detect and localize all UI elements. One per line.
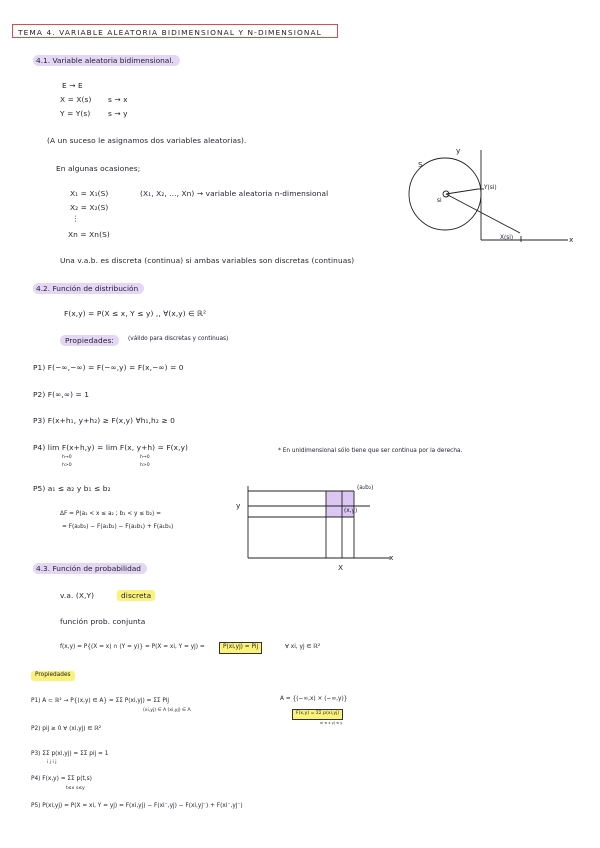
s42-props-heading: Propiedades: (60, 335, 119, 346)
s41-line-x: X = X(s) (60, 95, 92, 104)
s42-p4: P4) lim F(x+h,y) = lim F(x, y+h) = F(x,y) (33, 443, 189, 452)
s42-F-def: F(x,y) = P(X ≤ x, Y ≤ y) ,, ∀(x,y) ∈ ℝ² (64, 309, 207, 318)
s41-line-e: E → E (62, 81, 83, 90)
page-title: TEMA 4. VARIABLE ALEATORIA BIDIMENSIONAL Y N-DIMENSIONAL (18, 28, 322, 37)
section-4-1-heading: 4.1. Variable aleatoria bidimensional. (33, 55, 180, 66)
s43-p4-sub: t≤x s≤y (66, 786, 85, 791)
s41-line-y: Y = Y(s) (60, 109, 91, 118)
s41-intro: En algunas ocasiones; (56, 164, 141, 173)
s42-p3: P3) F(x+h₁, y+h₂) ≥ F(x,y) ∀h₁,h₂ ≥ 0 (33, 416, 175, 425)
s41-dots: ⋮ (72, 214, 80, 223)
s43-discreta: discreta (117, 590, 155, 601)
s43-p3-sub: i j i j (47, 760, 57, 765)
s42-p5-delta: ΔF = P(a₁ < x ≤ a₂ ; b₁ < y ≤ b₂) = (60, 511, 161, 517)
s43-side-A: A = {(−∞,x) × (−∞,y)} (280, 696, 348, 702)
s43-f-def: f(x,y) = P{(X = x) ∩ (Y = y)} = P(X = xi, Y = yj) = (60, 644, 205, 650)
s42-p4-h1: h→0 (62, 455, 72, 460)
s41-xn: Xn = Xn(S) (68, 230, 110, 239)
label-xsi: X(si) (500, 235, 514, 241)
s42-p2: P2) F(∞,∞) = 1 (33, 390, 90, 399)
s42-p4-h2: h>0 (62, 463, 72, 468)
s43-props-heading: Propiedades (31, 671, 75, 681)
s41-ndim: (X₁, X₂, ..., Xn) → variable aleatoria n-dimensional (140, 189, 329, 198)
s43-p3: P3) ΣΣ p(xi,yj) = ΣΣ pij = 1 (31, 751, 109, 757)
s43-p5: P5) P(xi,yj) = P(X = xi, Y = yj) = F(xi,yj) − F(xi⁻,yj) − F(xi,yj⁻) + F(xi⁻,yj⁻) (31, 803, 243, 809)
label-y: y (456, 146, 461, 155)
s41-note: (A un suceso le asignamos dos variables aleatorias). (47, 136, 247, 145)
s43-side-sub: xi ≤ x yj ≤ y (320, 721, 343, 725)
s41-line-x-map: s → x (108, 95, 128, 104)
s43-fpc: función prob. conjunta (60, 617, 146, 626)
fig2-label-xy: (x,y) (344, 508, 358, 514)
s41-vab: Una v.a.b. es discreta (continua) si ambas variables son discretas (continuas) (60, 256, 355, 265)
fig2-label-y: y (236, 501, 241, 510)
s42-p4-h3: h→0 (140, 455, 150, 460)
section-4-3-heading: 4.3. Función de probabilidad (33, 563, 147, 574)
s43-p1: P1) A ⊂ ℝ² → P{(x,y) ∈ A} = ΣΣ P(xi,yj) = ΣΣ Pij (31, 698, 170, 704)
s42-props-note: (válido para discretas y continuas) (128, 336, 229, 342)
s41-line-y-map: s → y (108, 109, 128, 118)
s42-p4-h4: h>0 (140, 463, 150, 468)
fig2-label-a2b2: (a₂b₂) (357, 485, 374, 491)
s43-p1-sub: (xi,yj) ∈ A (xi,yj) ∈ A (143, 708, 191, 713)
s43-f-box: P(xi,yj) = Pij (219, 642, 262, 654)
label-S: S (418, 160, 423, 169)
s41-x1: X₁ = X₁(S) (70, 189, 109, 198)
section-4-2-heading: 4.2. Función de distribución (33, 283, 144, 294)
s43-p2: P2) pij ≥ 0 ∀ (xi,yj) ∈ ℝ² (31, 726, 102, 732)
s43-f-post: ∀ xi, yj ∈ ℝ² (285, 644, 321, 650)
fig2-label-x: x (389, 553, 394, 562)
label-si: si (437, 198, 442, 204)
label-x: x (569, 235, 574, 244)
s43-va: v.a. (X,Y) (60, 591, 95, 600)
s41-x2: X₂ = X₂(S) (70, 203, 109, 212)
fig2-label-X: X (338, 563, 344, 572)
s43-p4: P4) F(x,y) = ΣΣ p(t,s) (31, 776, 92, 782)
s42-p5-eq: = F(a₂b₂) − F(a₁b₂) − F(a₂b₁) + F(a₁b₁) (62, 524, 174, 530)
s43-side-box: F(x,y) = ΣΣ p(xi,yj) (292, 709, 343, 720)
s42-p5: P5) a₁ ≤ a₂ y b₁ ≤ b₂ (33, 484, 111, 493)
s42-p4-note: * En unidimensional sólo tiene que ser continua por la derecha. (278, 448, 463, 454)
label-ysi: Y(si) (484, 185, 497, 191)
s42-p1: P1) F(−∞,−∞) = F(−∞,y) = F(x,−∞) = 0 (33, 363, 184, 372)
